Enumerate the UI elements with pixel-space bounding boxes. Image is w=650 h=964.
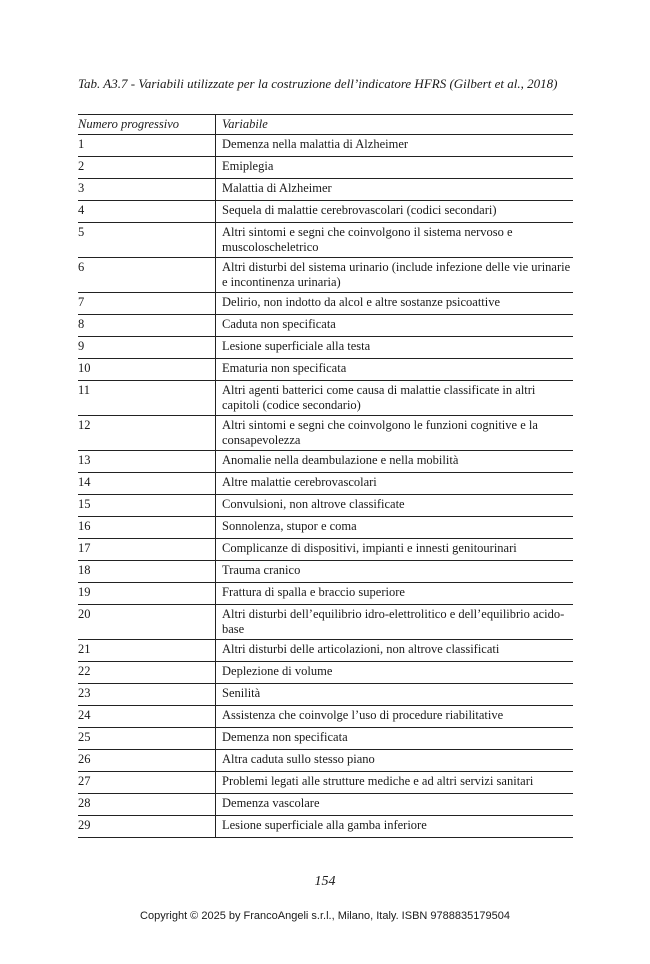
row-number-cell: 19 [78, 583, 216, 605]
row-variable-cell: Lesione superficiale alla testa [216, 337, 574, 359]
row-variable-cell: Altri disturbi del sistema urinario (include infezione delle vie urinarie e incontinenza urinaria) [216, 258, 574, 293]
copyright-notice: Copyright © 2025 by FrancoAngeli s.r.l., Milano, Italy. ISBN 9788835179504 [140, 910, 510, 922]
row-variable-cell: Frattura di spalla e braccio superiore [216, 583, 574, 605]
row-number-cell: 9 [78, 337, 216, 359]
row-number-cell: 25 [78, 728, 216, 750]
row-number-cell: 6 [78, 258, 216, 293]
row-variable-cell: Convulsioni, non altrove classificate [216, 495, 574, 517]
table-row [78, 135, 573, 157]
row-number-cell: 7 [78, 293, 216, 315]
table-row [78, 772, 573, 794]
row-number-cell: 22 [78, 662, 216, 684]
row-variable-cell: Altri disturbi delle articolazioni, non altrove classificati [216, 640, 574, 662]
row-number-cell: 16 [78, 517, 216, 539]
table-row [78, 728, 573, 750]
header-number: Numero progressivo [78, 115, 216, 135]
table-row [78, 583, 573, 605]
row-variable-cell: Demenza nella malattia di Alzheimer [216, 135, 574, 157]
row-number-cell: 21 [78, 640, 216, 662]
table-row [78, 539, 573, 561]
table-row [78, 258, 573, 293]
row-variable-cell: Demenza vascolare [216, 794, 574, 816]
table-row [78, 223, 573, 258]
row-number-cell: 23 [78, 684, 216, 706]
table-row [78, 561, 573, 583]
table-row [78, 201, 573, 223]
table-row [78, 179, 573, 201]
row-number-cell: 4 [78, 201, 216, 223]
table-row [78, 684, 573, 706]
row-variable-cell: Anomalie nella deambulazione e nella mobilità [216, 451, 574, 473]
row-variable-cell: Sonnolenza, stupor e coma [216, 517, 574, 539]
table-row [78, 706, 573, 728]
row-number-cell: 14 [78, 473, 216, 495]
table-row [78, 495, 573, 517]
row-variable-cell: Assistenza che coinvolge l’uso di procedure riabilitative [216, 706, 574, 728]
table-row [78, 293, 573, 315]
table-row [78, 794, 573, 816]
table-caption: Tab. A3.7 - Variabili utilizzate per la costruzione dell’indicatore HFRS (Gilbert et al., 2018) [78, 76, 558, 91]
row-variable-cell: Complicanze di dispositivi, impianti e innesti genitourinari [216, 539, 574, 561]
row-number-cell: 12 [78, 416, 216, 451]
row-variable-cell: Deplezione di volume [216, 662, 574, 684]
page-number: 154 [314, 874, 336, 889]
table-row [78, 381, 573, 416]
row-number-cell: 20 [78, 605, 216, 640]
row-variable-cell: Sequela di malattie cerebrovascolari (codici secondari) [216, 201, 574, 223]
row-variable-cell: Lesione superficiale alla gamba inferiore [216, 816, 574, 838]
row-number-cell: 18 [78, 561, 216, 583]
row-variable-cell: Ematuria non specificata [216, 359, 574, 381]
table-row [78, 816, 573, 838]
row-number-cell: 15 [78, 495, 216, 517]
row-variable-cell: Altri agenti batterici come causa di malattie classificate in altri capitoli (codice secondario) [216, 381, 574, 416]
row-variable-cell: Demenza non specificata [216, 728, 574, 750]
table-row [78, 473, 573, 495]
table-row [78, 359, 573, 381]
row-variable-cell: Caduta non specificata [216, 315, 574, 337]
table-row [78, 315, 573, 337]
table-header-row [78, 115, 573, 135]
row-variable-cell: Altri sintomi e segni che coinvolgono le funzioni cognitive e la consapevolezza [216, 416, 574, 451]
row-variable-cell: Altri disturbi dell’equilibrio idro-elettrolitico e dell’equilibrio acido-base [216, 605, 574, 640]
row-variable-cell: Senilità [216, 684, 574, 706]
variables-table [78, 114, 573, 838]
row-variable-cell: Malattia di Alzheimer [216, 179, 574, 201]
row-variable-cell: Delirio, non indotto da alcol e altre sostanze psicoattive [216, 293, 574, 315]
table-row [78, 157, 573, 179]
row-number-cell: 1 [78, 135, 216, 157]
table-row [78, 605, 573, 640]
header-variable: Variabile [216, 115, 574, 135]
table-row [78, 451, 573, 473]
row-number-cell: 5 [78, 223, 216, 258]
row-variable-cell: Problemi legati alle strutture mediche e ad altri servizi sanitari [216, 772, 574, 794]
row-variable-cell: Altri sintomi e segni che coinvolgono il sistema nervoso e muscoloscheletrico [216, 223, 574, 258]
row-number-cell: 17 [78, 539, 216, 561]
row-number-cell: 27 [78, 772, 216, 794]
row-number-cell: 3 [78, 179, 216, 201]
table-row [78, 750, 573, 772]
row-number-cell: 13 [78, 451, 216, 473]
table-row [78, 337, 573, 359]
row-number-cell: 2 [78, 157, 216, 179]
row-number-cell: 10 [78, 359, 216, 381]
row-number-cell: 26 [78, 750, 216, 772]
row-number-cell: 8 [78, 315, 216, 337]
row-number-cell: 24 [78, 706, 216, 728]
row-variable-cell: Emiplegia [216, 157, 574, 179]
row-number-cell: 29 [78, 816, 216, 838]
table-row [78, 517, 573, 539]
table-row [78, 640, 573, 662]
row-variable-cell: Altre malattie cerebrovascolari [216, 473, 574, 495]
table-row [78, 416, 573, 451]
table-body [78, 135, 573, 838]
row-variable-cell: Altra caduta sullo stesso piano [216, 750, 574, 772]
row-variable-cell: Trauma cranico [216, 561, 574, 583]
row-number-cell: 28 [78, 794, 216, 816]
table-row [78, 662, 573, 684]
row-number-cell: 11 [78, 381, 216, 416]
